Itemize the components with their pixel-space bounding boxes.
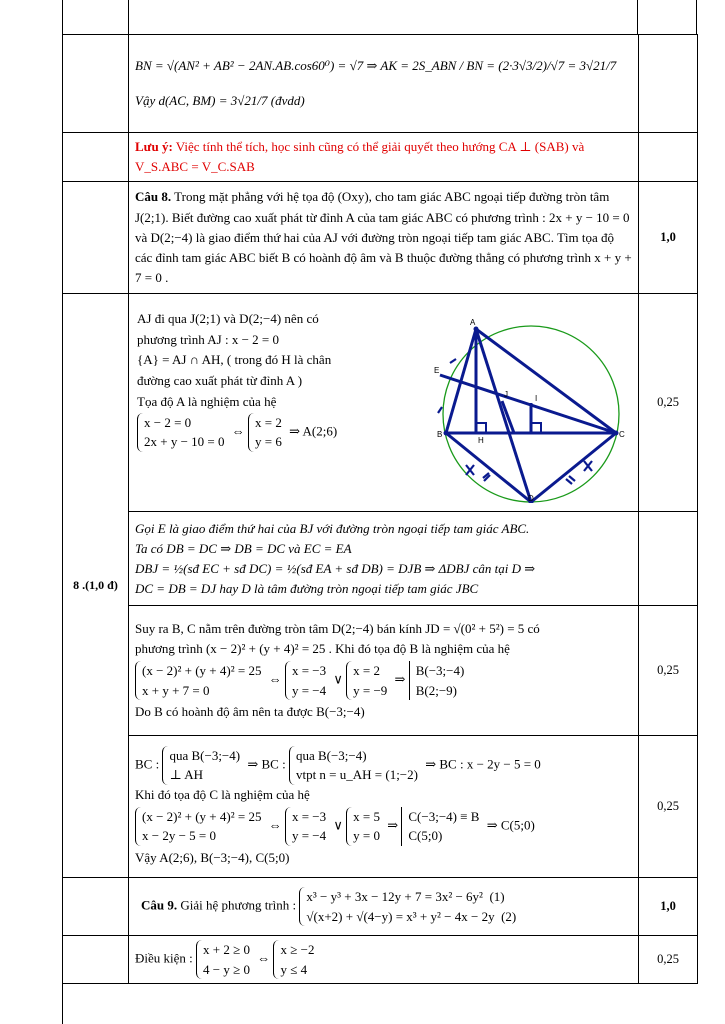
condition-points: 0,25 <box>639 936 698 984</box>
step3-line: Suy ra B, C nằm trên đường tròn tâm D(2;−4) bán kính JD = √(0² + 5²) = 5 có <box>135 621 540 637</box>
equation: vtpt n = u_AH = (1;−2) <box>295 767 418 783</box>
system <box>285 807 330 846</box>
table-row <box>63 606 698 736</box>
equation: (x − 2)² + (y + 4)² = 25 <box>142 808 262 824</box>
bc-result: ⇒ BC : x − 2y − 5 = 0 <box>425 756 541 772</box>
point-a <box>474 326 479 331</box>
condition-cell: Điều kiện : x + 2 ≥ 0 4 − y ≥ 0 ⇔ x ≥ −2 y ≤ 4 <box>129 936 639 984</box>
tick-mark <box>566 479 572 484</box>
step4-line: Khi đó tọa độ C là nghiệm của hệ <box>135 786 310 802</box>
step3-line: Do B có hoành độ âm nên ta được B(−3;−4) <box>135 704 365 720</box>
step1-line: đường cao xuất phát từ đỉnh A ) <box>137 373 303 389</box>
note-text: Việc tính thể tích, học sinh cũng có thể giải quyết theo hướng CA ⊥ (SAB) và V_S.ABC = V_C.SAB <box>135 139 585 175</box>
system <box>248 413 286 452</box>
question-points: 1,0 <box>639 878 698 936</box>
system <box>346 661 391 700</box>
solution: C(5;0) <box>408 828 443 844</box>
solution: B(−3;−4) <box>415 663 465 679</box>
step3-cell: Suy ra B, C nằm trên đường tròn tâm D(2;−4) bán kính JD = √(0² + 5²) = 5 có phương trình (x − 2)² + (y + 4)² = 25 . Khi đó tọa độ B là nghiệm của hệ (x − 2)² + (y + 4)² = 25 x + y + 7 = 0 ⇔ x = −3 y = −4 ∨ x = 2 y = −9 ⇒ B(−3;−4) B(2;−9) Do B có hoành độ âm nên ta được B(−3;−4) <box>129 606 639 736</box>
label-e: E <box>434 365 440 375</box>
equation: x = −3 <box>291 808 327 824</box>
step1-line: Tọa độ A là nghiệm của hệ <box>137 393 277 409</box>
segment-ec <box>440 375 616 433</box>
condition-label: Điều kiện : <box>135 950 193 966</box>
step2-line: Ta có DB = DC ⇒ DB = DC và EC = EA <box>135 540 352 556</box>
question9-cell <box>129 878 639 936</box>
label-d: D <box>528 493 534 503</box>
equation: y = 0 <box>353 828 380 844</box>
point-b <box>444 430 449 435</box>
step2-line: Gọi E là giao điểm thứ hai của BJ với đường tròn ngoại tiếp tam giác ABC. <box>135 520 530 536</box>
step2-line: DC = DB = DJ hay D là tâm đường tròn ngoại tiếp tam giác JBC <box>135 580 479 596</box>
equation: 2x + y − 10 = 0 <box>144 434 225 450</box>
table-row <box>63 512 698 606</box>
equation: x = 5 <box>353 808 380 824</box>
points-cell <box>639 133 698 182</box>
equation: x − 2 = 0 <box>144 414 192 430</box>
distance-result: Vậy d(AC, BM) = 3√21/7 (đvdd) <box>135 92 305 108</box>
tick-mark <box>450 359 456 363</box>
label-h: H <box>478 435 484 445</box>
column-line <box>128 0 129 34</box>
question-text: Trong mặt phẳng với hệ tọa độ (Oxy), cho tam giác ABC ngoại tiếp đường tròn tâm J(2;1). Biết đường cao xuất phát từ đỉnh A của tam giác ABC có phương trình : 2x + y − 10 = 0 và D(2;−4) là giao điểm thứ hai của AJ với đường tròn ngoại tiếp tam giác ABC. Tìm tọa độ các đỉnh tam giác ABC biết B có hoành độ âm và B thuộc đường thẳng có phương trình x + y + 7 = 0 . <box>135 189 632 285</box>
step2-line: DBJ = ½(sđ EC + sđ DC) = ½(sđ EA + sđ DB) = DJB ⇒ ΔDBJ cân tại D ⇒ <box>135 560 536 576</box>
c-result: ⇒ C(5;0) <box>486 817 535 833</box>
step4-line: Vậy A(2;6), B(−3;−4), C(5;0) <box>135 849 290 865</box>
solution: C(−3;−4) ≡ B <box>408 808 480 824</box>
points-cell <box>639 512 698 606</box>
step1-line: AJ đi qua J(2;1) và D(2;−4) nên có <box>137 310 319 326</box>
label-cell <box>63 133 129 182</box>
system <box>135 807 265 846</box>
label-a: A <box>470 317 476 327</box>
equation-number: (1) <box>489 889 505 905</box>
equation: qua B(−3;−4) <box>295 747 367 763</box>
equation: y = −9 <box>353 682 388 698</box>
equation-number: (2) <box>501 908 517 924</box>
table-row <box>63 133 698 182</box>
question-title: Câu 9. <box>141 897 178 913</box>
label-c: C <box>619 429 625 439</box>
step1-line: phương trình AJ : x − 2 = 0 <box>137 331 279 347</box>
solutions <box>409 661 469 700</box>
question-text: Giải hệ phương trình : <box>180 897 297 913</box>
equation: x + 2 ≥ 0 <box>203 942 250 958</box>
system <box>299 887 520 926</box>
equation: qua B(−3;−4) <box>169 747 241 763</box>
formula-bn: BN = √(AN² + AB² − 2AN.AB.cos60⁰) = √7 ⇒ AK = 2S_ABN / BN = (2·3√3/2)/√7 = 3√21/7 <box>135 58 617 74</box>
question-label: 8 .(1,0 đ) <box>63 294 129 878</box>
equation: x = 2 <box>255 414 282 430</box>
system <box>273 940 318 979</box>
equation: x = 2 <box>353 663 380 679</box>
point-c <box>614 430 619 435</box>
answer-table <box>62 34 698 984</box>
equation: y = −4 <box>291 682 327 698</box>
result-a: ⇒ A(2;6) <box>289 423 338 439</box>
side-ac <box>476 329 616 433</box>
equation: x + y + 7 = 0 <box>142 682 210 698</box>
step1-points: 0,25 <box>639 294 698 512</box>
system <box>285 661 330 700</box>
equation: x = −3 <box>291 663 327 679</box>
label-cell <box>63 182 129 294</box>
step1-line: {A} = AJ ∩ AH, ( trong đó H là chân <box>137 352 332 368</box>
step4-points: 0,25 <box>639 736 698 878</box>
equation: y = −4 <box>291 828 327 844</box>
equation: x − 2y − 5 = 0 <box>142 828 216 844</box>
system <box>346 807 384 846</box>
table-row <box>63 936 698 984</box>
right-border <box>696 0 697 34</box>
tick-mark <box>438 407 442 413</box>
note-cell <box>129 133 639 182</box>
system <box>137 413 229 452</box>
system <box>162 746 244 785</box>
label-i: I <box>535 393 538 403</box>
column-line <box>637 0 638 34</box>
table-row <box>63 35 698 133</box>
table-row <box>63 736 698 878</box>
step4-cell: BC : qua B(−3;−4) ⊥ AH ⇒ BC : qua B(−3;−4) vtpt n = u_AH = (1;−2) ⇒ BC : x − 2y − 5 = 0 Khi đó tọa độ C là nghiệm của hệ (x − 2)² + (y + 4)² = 25 x − 2y − 5 = 0 ⇔ x = −3 y = −4 ∨ x = 5 y = 0 ⇒ C(−3;−4) ≡ B C(5;0) ⇒ C(5;0) Vậy A(2;6), B(−3;−4), C(5;0) <box>129 736 639 878</box>
content-cell <box>129 35 639 133</box>
label-cell <box>63 878 129 936</box>
label-cell <box>63 35 129 133</box>
step3-line: phương trình (x − 2)² + (y + 4)² = 25 . Khi đó tọa độ B là nghiệm của hệ <box>135 641 510 657</box>
equation: (x − 2)² + (y + 4)² = 25 <box>142 663 262 679</box>
equation: y = 6 <box>255 434 282 450</box>
points-cell <box>639 35 698 133</box>
label-cell <box>63 936 129 984</box>
solutions <box>401 807 483 846</box>
equation: ⊥ AH <box>169 767 204 783</box>
table-row <box>63 878 698 936</box>
system <box>196 940 254 979</box>
question-cell <box>129 182 639 294</box>
system <box>289 746 422 785</box>
table-row <box>63 182 698 294</box>
equation: x ≥ −2 <box>280 942 315 958</box>
geometry-figure <box>404 303 634 503</box>
solution: B(2;−9) <box>415 682 457 698</box>
step1-cell: AJ đi qua J(2;1) và D(2;−4) nên có phương trình AJ : x − 2 = 0 {A} = AJ ∩ AH, ( trong đó H là chân đường cao xuất phát từ đỉnh A ) Tọa độ A là nghiệm của hệ x − 2 = 0 2x + y − 10 = 0 ⇔ x = 2 y = 6 ⇒ A(2;6) A B C D E H I J <box>129 294 639 512</box>
note-label: Lưu ý: <box>135 139 173 154</box>
question-title: Câu 8. <box>135 189 172 205</box>
equation: √(x+2) + √(4−y) = x³ + y² − 4x − 2y <box>306 908 495 924</box>
table-row <box>63 294 698 512</box>
tick-mark <box>569 476 575 481</box>
equation: 4 − y ≥ 0 <box>203 961 250 977</box>
question-points: 1,0 <box>639 182 698 294</box>
step2-cell <box>129 512 639 606</box>
equation: y ≤ 4 <box>280 961 308 977</box>
step3-points: 0,25 <box>639 606 698 736</box>
label-j: J <box>504 389 508 399</box>
equation: x³ − y³ + 3x − 12y + 7 = 3x² − 6y² <box>306 889 483 905</box>
label-b: B <box>437 429 443 439</box>
system <box>135 661 265 700</box>
